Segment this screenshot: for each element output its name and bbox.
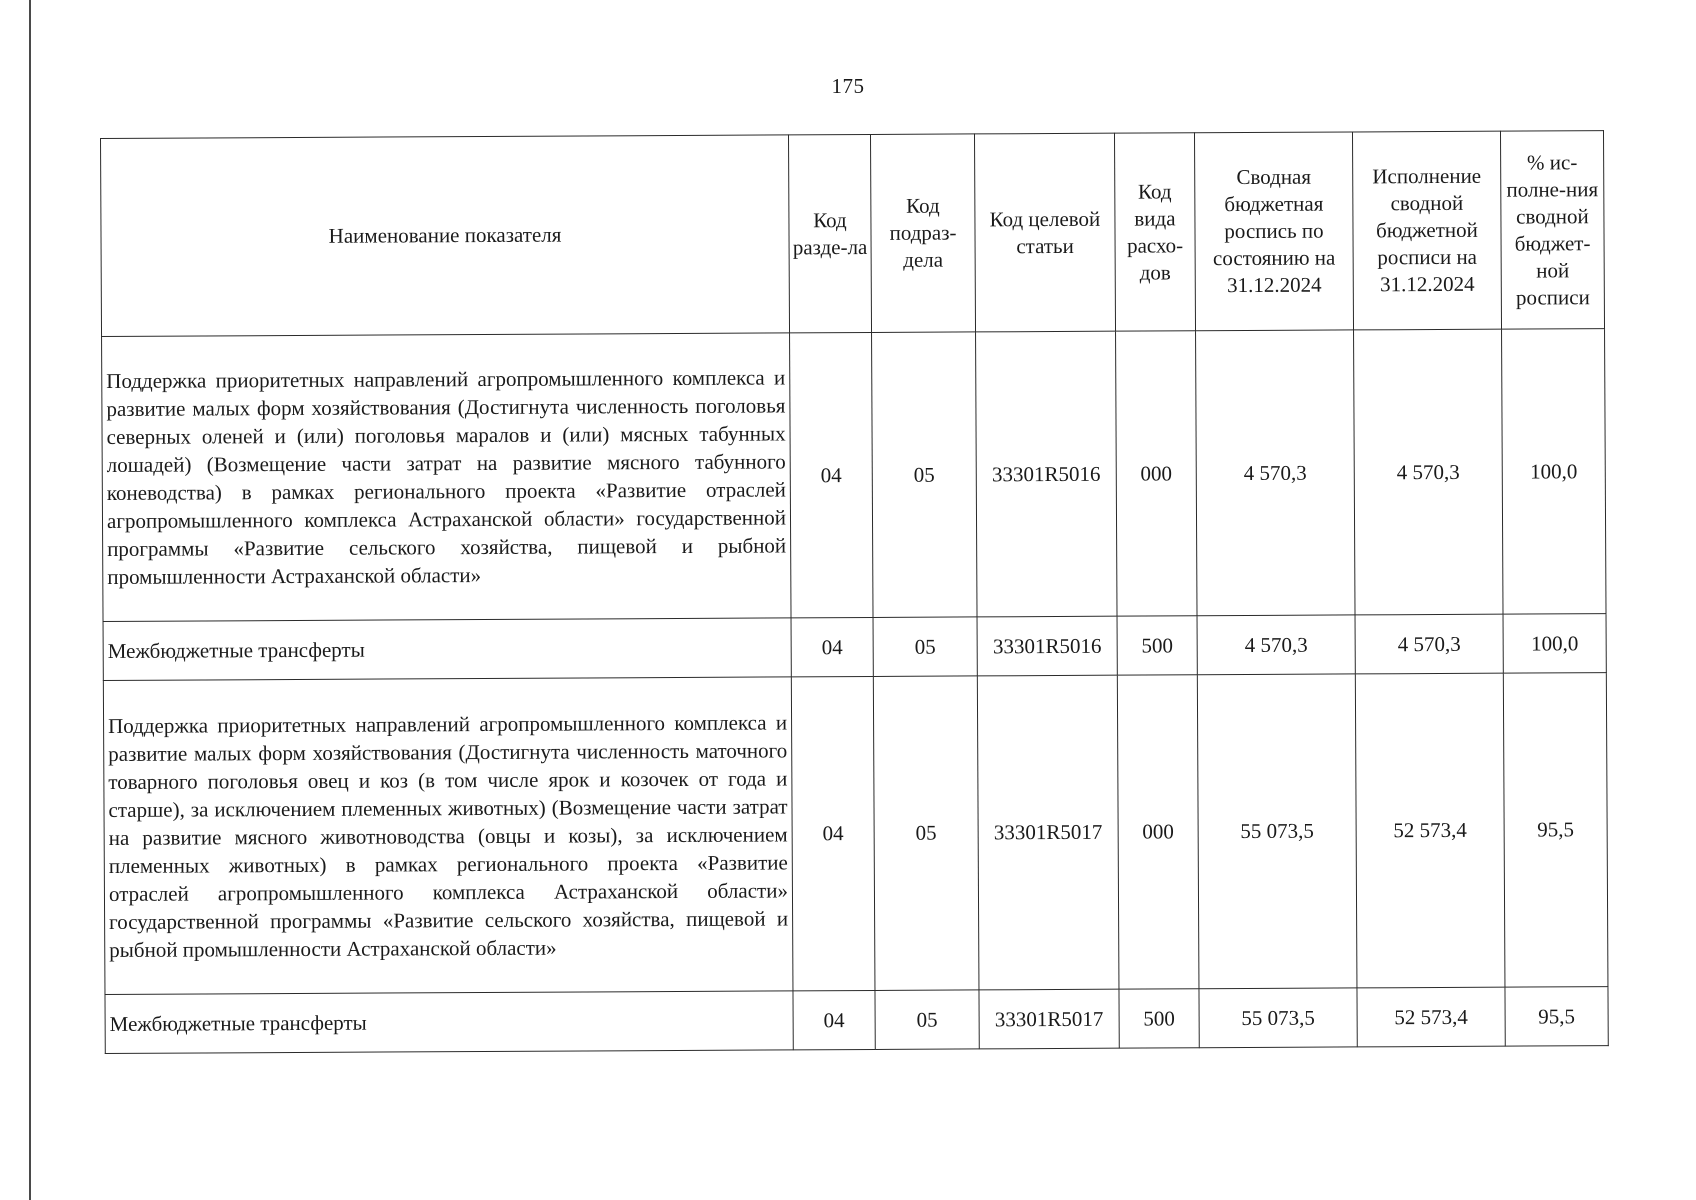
header-section-code: Код разде-ла bbox=[788, 134, 871, 332]
cell-expense-type-code: 000 bbox=[1117, 675, 1199, 989]
cell-percent: 100,0 bbox=[1502, 329, 1606, 615]
header-row bbox=[101, 131, 1605, 337]
cell-expense-type-code: 500 bbox=[1119, 989, 1199, 1048]
budget-execution-table bbox=[100, 130, 1609, 1054]
page-number: 175 bbox=[831, 74, 865, 98]
scan-margin-line bbox=[29, 0, 31, 1200]
header-target-code: Код целевой статьи bbox=[974, 133, 1115, 332]
header-subsection-code: Код подраз-дела bbox=[870, 134, 975, 333]
header-budget-plan: Сводная бюджетная роспись по состоянию на 31.12.2024 bbox=[1194, 132, 1353, 331]
cell-target-code: 33301R5017 bbox=[979, 989, 1119, 1049]
table-row bbox=[103, 673, 1608, 995]
cell-budget-plan: 4 570,3 bbox=[1197, 615, 1355, 675]
header-indicator-name: Наименование показателя bbox=[101, 135, 790, 337]
cell-target-code: 33301R5016 bbox=[976, 331, 1117, 617]
cell-subsection-code: 05 bbox=[875, 990, 979, 1050]
cell-execution: 52 573,4 bbox=[1355, 673, 1505, 988]
cell-section-code: 04 bbox=[791, 617, 873, 676]
cell-percent: 100,0 bbox=[1503, 614, 1606, 674]
cell-indicator-name: Поддержка приоритетных направлений агропромышленного комплекса и развитие малых форм хозяйствования (Достигнута численность маточного товарного поголовья овец и коз (в том числе ярок и козочек от года и старше), за исключением племенных животных) (Возмещение части затрат на развитие мясного животноводства (овцы и козы), за исключением племенных животных) в рамках регионального проекта «Развитие отраслей агропромышленного комплекса Астраханской области» государственной программы «Развитие сельского хозяйства, пищевой и рыбной промышленности Астраханской области» bbox=[103, 677, 793, 995]
cell-execution: 52 573,4 bbox=[1357, 987, 1505, 1047]
header-percent: % ис-полне-ния сводной бюджет-ной росписи bbox=[1500, 131, 1604, 330]
header-execution: Исполнение сводной бюджетной росписи на 31.12.2024 bbox=[1352, 131, 1501, 330]
table-row bbox=[102, 329, 1606, 622]
cell-percent: 95,5 bbox=[1503, 673, 1608, 988]
cell-execution: 4 570,3 bbox=[1354, 329, 1503, 615]
cell-budget-plan: 55 073,5 bbox=[1197, 674, 1357, 989]
cell-subsection-code: 05 bbox=[872, 332, 977, 618]
cell-execution: 4 570,3 bbox=[1355, 614, 1503, 674]
cell-expense-type-code: 000 bbox=[1116, 331, 1197, 616]
cell-indicator-name: Межбюджетные трансферты bbox=[103, 618, 791, 681]
cell-indicator-name: Межбюджетные трансферты bbox=[105, 991, 793, 1054]
cell-section-code: 04 bbox=[790, 332, 873, 617]
cell-subsection-code: 05 bbox=[873, 617, 977, 677]
cell-percent: 95,5 bbox=[1505, 987, 1608, 1047]
table-row bbox=[103, 614, 1606, 681]
cell-budget-plan: 55 073,5 bbox=[1199, 988, 1357, 1048]
cell-expense-type-code: 500 bbox=[1117, 616, 1197, 675]
cell-target-code: 33301R5017 bbox=[977, 675, 1119, 990]
header-expense-type-code: Код вида расхо-дов bbox=[1114, 133, 1195, 331]
cell-section-code: 04 bbox=[793, 990, 875, 1049]
cell-subsection-code: 05 bbox=[873, 676, 979, 991]
cell-indicator-name: Поддержка приоритетных направлений агропромышленного комплекса и развитие малых форм хозяйствования (Достигнута численность поголовья северных оленей и (или) поголовья маралов и (или) мясных табунных лошадей) (Возмещение части затрат на развитие мясного табунного коневодства) в рамках регионального проекта «Развитие отраслей агропромышленного комплекса Астраханской области» государственной программы «Развитие сельского хозяйства, пищевой и рыбной промышленности Астраханской области» bbox=[102, 333, 791, 622]
cell-target-code: 33301R5016 bbox=[977, 616, 1117, 676]
table-row bbox=[105, 987, 1608, 1054]
cell-section-code: 04 bbox=[791, 676, 875, 990]
cell-budget-plan: 4 570,3 bbox=[1196, 330, 1355, 616]
